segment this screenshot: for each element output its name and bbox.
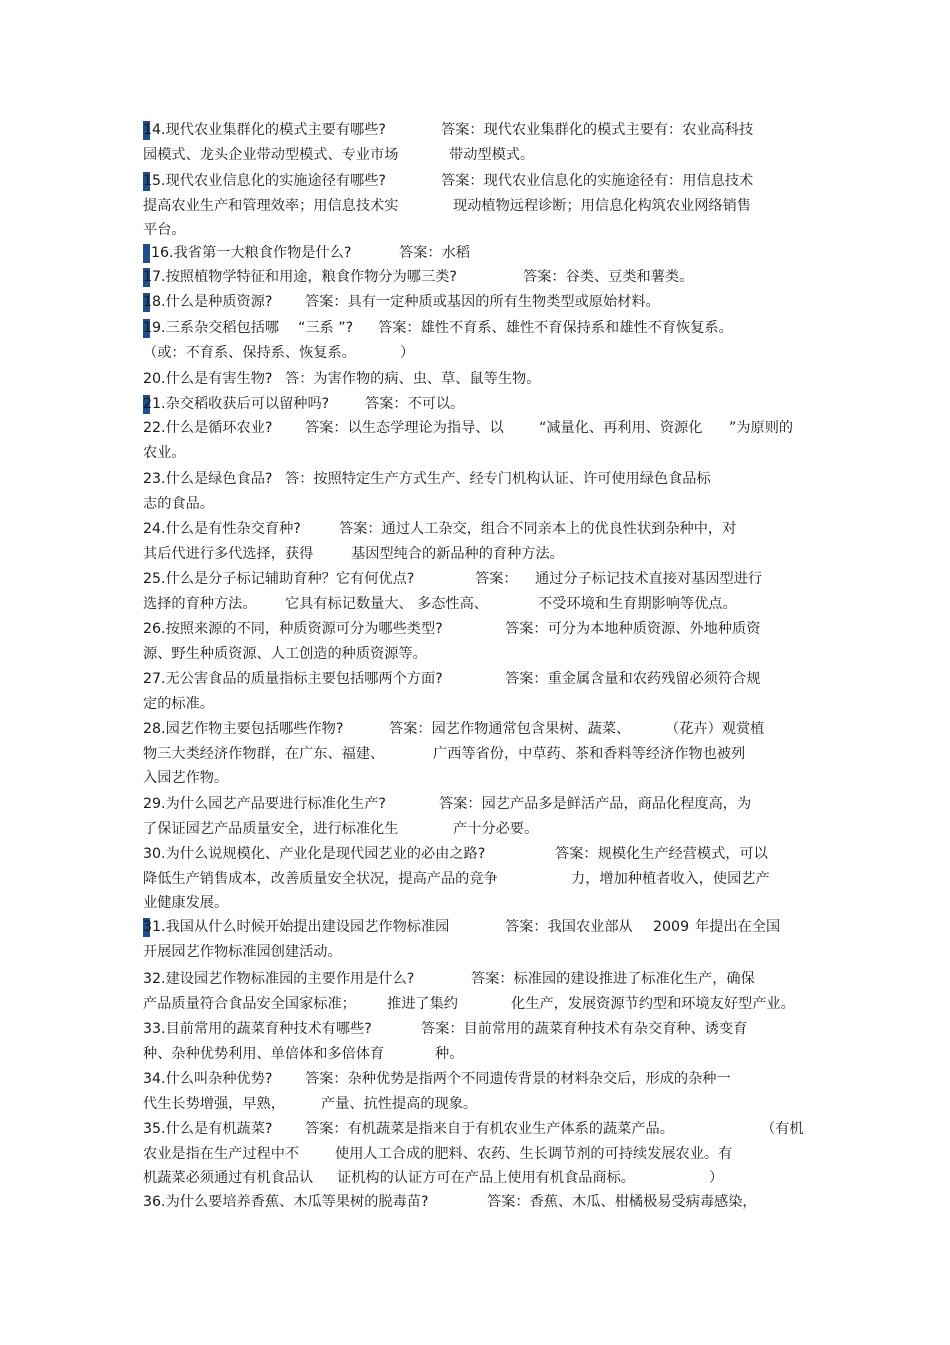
continuation-line xyxy=(143,492,808,516)
line-text: 开展园艺作物标准园创建活动。 xyxy=(143,944,342,960)
continuation-line xyxy=(143,1042,808,1066)
answer-text: 答案：现代农业信息化的实施途径有：用信息技术 xyxy=(441,173,754,189)
line-text: 14.现代农业集群化的模式主要有哪些? xyxy=(143,122,386,138)
answer-text: 使用人工合成的肥料、农药、生长调节剂的可持续发展农业。有 xyxy=(335,1146,733,1162)
answer-text: 现动植物远程诊断；用信息化构筑农业网络销售 xyxy=(453,198,751,214)
line-text: 29.为什么园艺产品要进行标准化生产? xyxy=(143,796,386,812)
line-text: 36.为什么要培养香蕉、木瓜等果树的脱毒苗? xyxy=(143,1194,429,1210)
answer-text: 答案：有机蔬菜是指来自于有机农业生产体系的蔬菜产品。 xyxy=(305,1121,674,1137)
continuation-line xyxy=(143,542,808,566)
question-line xyxy=(143,517,808,542)
line-text: 33.目前常用的蔬菜育种技术有哪些? xyxy=(143,1021,372,1037)
line-text: 园模式、龙头企业带动型模式、专业市场 xyxy=(143,147,399,163)
line-text: 23.什么是绿色食品? xyxy=(143,471,273,487)
line-text: 入园艺作物。 xyxy=(143,770,229,786)
qa-item xyxy=(143,617,808,666)
answer-text: 多态性高、 xyxy=(417,596,488,612)
continuation-line xyxy=(143,992,808,1016)
continuation-line xyxy=(143,1166,808,1190)
qa-item xyxy=(143,169,808,242)
answer-text: 推进了集约 xyxy=(387,996,458,1012)
line-text: 28.园艺作物主要包括哪些作物? xyxy=(143,721,344,737)
line-text: 平台。 xyxy=(143,222,186,238)
question-line xyxy=(143,416,808,441)
answer-text: “减量化、再利用、资源化 xyxy=(539,420,703,436)
question-line xyxy=(143,1067,808,1092)
continuation-line xyxy=(143,218,808,242)
question-line xyxy=(143,169,808,194)
answer-text: ） xyxy=(709,1170,724,1186)
line-text: 22.什么是循环农业? xyxy=(143,420,273,436)
question-line xyxy=(143,290,808,315)
continuation-line xyxy=(143,766,808,790)
line-text: （或：不育系、保持系、恢复系。 xyxy=(143,345,356,361)
answer-text: 答案：杂种优势是指两个不同遗传背景的材料杂交后，形成的杂种一 xyxy=(305,1071,731,1087)
line-text: 32.建设园艺作物标准园的主要作用是什么? xyxy=(143,971,415,987)
qa-item xyxy=(143,1190,808,1215)
line-text: 业健康发展。 xyxy=(143,895,229,911)
answer-text: 答案：园艺产品多是鲜活产品，商品化程度高，为 xyxy=(439,796,752,812)
answer-text: 答案：重金属含量和农药残留必须符合规 xyxy=(505,671,761,687)
answer-text: 通过分子标记技术直接对基因型进行 xyxy=(535,571,763,587)
continuation-line xyxy=(143,891,808,915)
question-line xyxy=(143,717,808,742)
qa-item xyxy=(143,915,808,964)
qa-item xyxy=(143,1117,808,1190)
continuation-line xyxy=(143,940,808,964)
qa-item xyxy=(143,792,808,841)
continuation-line xyxy=(143,1142,808,1166)
line-text: 源、野生种质资源、人工创造的种质资源等。 xyxy=(143,646,427,662)
question-line xyxy=(143,1117,808,1142)
answer-text: 基因型纯合的新品种的育种方法。 xyxy=(351,546,564,562)
continuation-line xyxy=(143,1092,808,1116)
question-line xyxy=(143,967,808,992)
answer-text: 广西等省份，中草药、茶和香料等经济作物也被列 xyxy=(433,746,746,762)
question-line xyxy=(143,467,808,492)
question-line xyxy=(143,392,808,417)
question-line xyxy=(143,567,808,592)
answer-text: 答：为害作物的病、虫、草、鼠等生物。 xyxy=(285,371,541,387)
qa-item xyxy=(143,290,808,315)
continuation-line xyxy=(143,642,808,666)
question-line xyxy=(143,118,808,143)
line-text: 17.按照植物学特征和用途，粮食作物分为哪三类? xyxy=(143,269,457,285)
answer-text: （有机 xyxy=(761,1121,804,1137)
line-text: 降低生产销售成本，改善质量安全状况，提高产品的竞争 xyxy=(143,871,498,887)
qa-item xyxy=(143,667,808,716)
line-text: 农业。 xyxy=(143,445,186,461)
answer-text: ”为原则的 xyxy=(729,420,794,436)
line-text: 18.什么是种质资源? xyxy=(143,294,273,310)
answer-text: 答案：标准园的建设推进了标准化生产，确保 xyxy=(471,971,755,987)
answer-text: 答案：我国农业部从 xyxy=(505,919,633,935)
qa-item xyxy=(143,467,808,516)
question-line xyxy=(143,792,808,817)
qa-item xyxy=(143,118,808,167)
line-text: 34.什么叫杂种优势? xyxy=(143,1071,273,1087)
continuation-line xyxy=(143,742,808,766)
answer-text: 不受环境和生育期影响等优点。 xyxy=(538,596,737,612)
question-line xyxy=(143,265,808,290)
qa-item xyxy=(143,1067,808,1116)
answer-text: 年提出在全国 xyxy=(695,919,781,935)
line-text: 30.为什么说规模化、产业化是现代园艺业的必由之路? xyxy=(143,846,486,862)
question-line xyxy=(143,667,808,692)
answer-text: ） xyxy=(400,345,415,361)
continuation-line xyxy=(143,441,808,465)
question-line xyxy=(143,1017,808,1042)
selection-marker xyxy=(143,244,150,263)
line-text: 25.什么是分子标记辅助育种？它有何优点? xyxy=(143,571,415,587)
answer-text: 力，增加种植者收入，使园艺产 xyxy=(571,871,770,887)
answer-text: 答案：不可以。 xyxy=(365,396,465,412)
answer-text: 产量、抗性提高的现象。 xyxy=(321,1096,478,1112)
line-text: 代生长势增强，早熟， xyxy=(143,1096,285,1112)
answer-text: 产十分必要。 xyxy=(453,821,539,837)
answer-text: 化生产，发展资源节约型和环境友好型产业。 xyxy=(511,996,795,1012)
line-text: 志的食品。 xyxy=(143,496,214,512)
question-line xyxy=(143,617,808,642)
answer-text: 答案：园艺作物通常包含果树、蔬菜、 xyxy=(389,721,631,737)
qa-item xyxy=(143,392,808,417)
answer-text: 种。 xyxy=(435,1046,464,1062)
answer-text: 答案：香蕉、木瓜、柑橘极易受病毒感染， xyxy=(487,1194,757,1210)
question-line xyxy=(143,316,808,341)
question-line xyxy=(143,1190,808,1215)
continuation-line xyxy=(143,341,808,365)
answer-text: 答案：以生态学理论为指导、以 xyxy=(305,420,504,436)
answer-text: 答案： xyxy=(475,571,518,587)
line-text: 35.什么是有机蔬菜? xyxy=(143,1121,273,1137)
continuation-line xyxy=(143,867,808,891)
line-text: 16.我省第一大粮食作物是什么? xyxy=(151,245,352,261)
qa-item xyxy=(143,517,808,566)
answer-text: 答案：规模化生产经营模式，可以 xyxy=(555,846,768,862)
qa-item xyxy=(143,241,808,266)
qa-item xyxy=(143,967,808,1016)
qa-item xyxy=(143,842,808,915)
continuation-line xyxy=(143,592,808,616)
continuation-line xyxy=(143,143,808,167)
line-text: 物三大类经济作物群，在广东、福建、 xyxy=(143,746,385,762)
line-text: 农业是指在生产过程中不 xyxy=(143,1146,300,1162)
line-text: 提高农业生产和管理效率；用信息技术实 xyxy=(143,198,399,214)
answer-text: （花卉）观赏植 xyxy=(665,721,765,737)
continuation-line xyxy=(143,692,808,716)
question-line xyxy=(143,842,808,867)
line-text: 产品质量符合食品安全国家标准； xyxy=(143,996,356,1012)
qa-item xyxy=(143,567,808,616)
qa-item xyxy=(143,1017,808,1066)
continuation-line xyxy=(143,817,808,841)
qa-item xyxy=(143,316,808,365)
line-text: 选择的育种方法。 xyxy=(143,596,257,612)
line-text: 其后代进行多代选择，获得 xyxy=(143,546,314,562)
qa-item xyxy=(143,717,808,790)
answer-text: 答案：具有一定种质或基因的所有生物类型或原始材料。 xyxy=(305,294,660,310)
answer-text: 答案：雄性不育系、雄性不育保持系和雄性不育恢复系。 xyxy=(378,320,733,336)
question-line xyxy=(143,915,808,940)
line-text: 27.无公害食品的质量指标主要包括哪两个方面? xyxy=(143,671,443,687)
answer-text: 证机构的认证方可在产品上使用有机食品商标。 xyxy=(337,1170,635,1186)
line-text: 15.现代农业信息化的实施途径有哪些? xyxy=(143,173,386,189)
line-text: 了保证园艺产品质量安全，进行标准化生 xyxy=(143,821,399,837)
answer-text: 答案：通过人工杂交，组合不同亲本上的优良性状到杂种中，对 xyxy=(339,521,737,537)
line-text: 定的标准。 xyxy=(143,696,214,712)
answer-text: “三系 ”? xyxy=(298,320,354,336)
answer-text: 答案：谷类、豆类和薯类。 xyxy=(523,269,694,285)
answer-text: 它具有标记数量大、 xyxy=(285,596,413,612)
line-text: 19.三系杂交稻包括哪 xyxy=(143,320,280,336)
line-text: 21.杂交稻收获后可以留种吗? xyxy=(143,396,330,412)
answer-text: 答案：水稻 xyxy=(399,245,470,261)
qa-item xyxy=(143,367,808,392)
answer-text: 答：按照特定生产方式生产、经专门机构认证、许可使用绿色食品标 xyxy=(285,471,711,487)
answer-text: 带动型模式。 xyxy=(449,147,535,163)
line-text: 种、杂种优势利用、单倍体和多倍体育 xyxy=(143,1046,385,1062)
answer-text: 答案：现代农业集群化的模式主要有：农业高科技 xyxy=(441,122,754,138)
line-text: 26.按照来源的不同，种质资源可分为哪些类型? xyxy=(143,621,443,637)
line-text: 机蔬菜必须通过有机食品认 xyxy=(143,1170,314,1186)
qa-item xyxy=(143,416,808,465)
answer-text: 答案：目前常用的蔬菜育种技术有杂交育种、诱变育 xyxy=(421,1021,748,1037)
line-text: 20.什么是有害生物? xyxy=(143,371,273,387)
line-text: 31.我国从什么时候开始提出建设园艺作物标准园 xyxy=(143,919,450,935)
answer-text: 2009 xyxy=(653,919,690,935)
qa-item xyxy=(143,265,808,290)
answer-text: 答案：可分为本地种质资源、外地种质资 xyxy=(505,621,761,637)
continuation-line xyxy=(143,194,808,218)
question-line xyxy=(143,367,808,392)
question-line xyxy=(143,241,808,266)
line-text: 24.什么是有性杂交育种? xyxy=(143,521,301,537)
